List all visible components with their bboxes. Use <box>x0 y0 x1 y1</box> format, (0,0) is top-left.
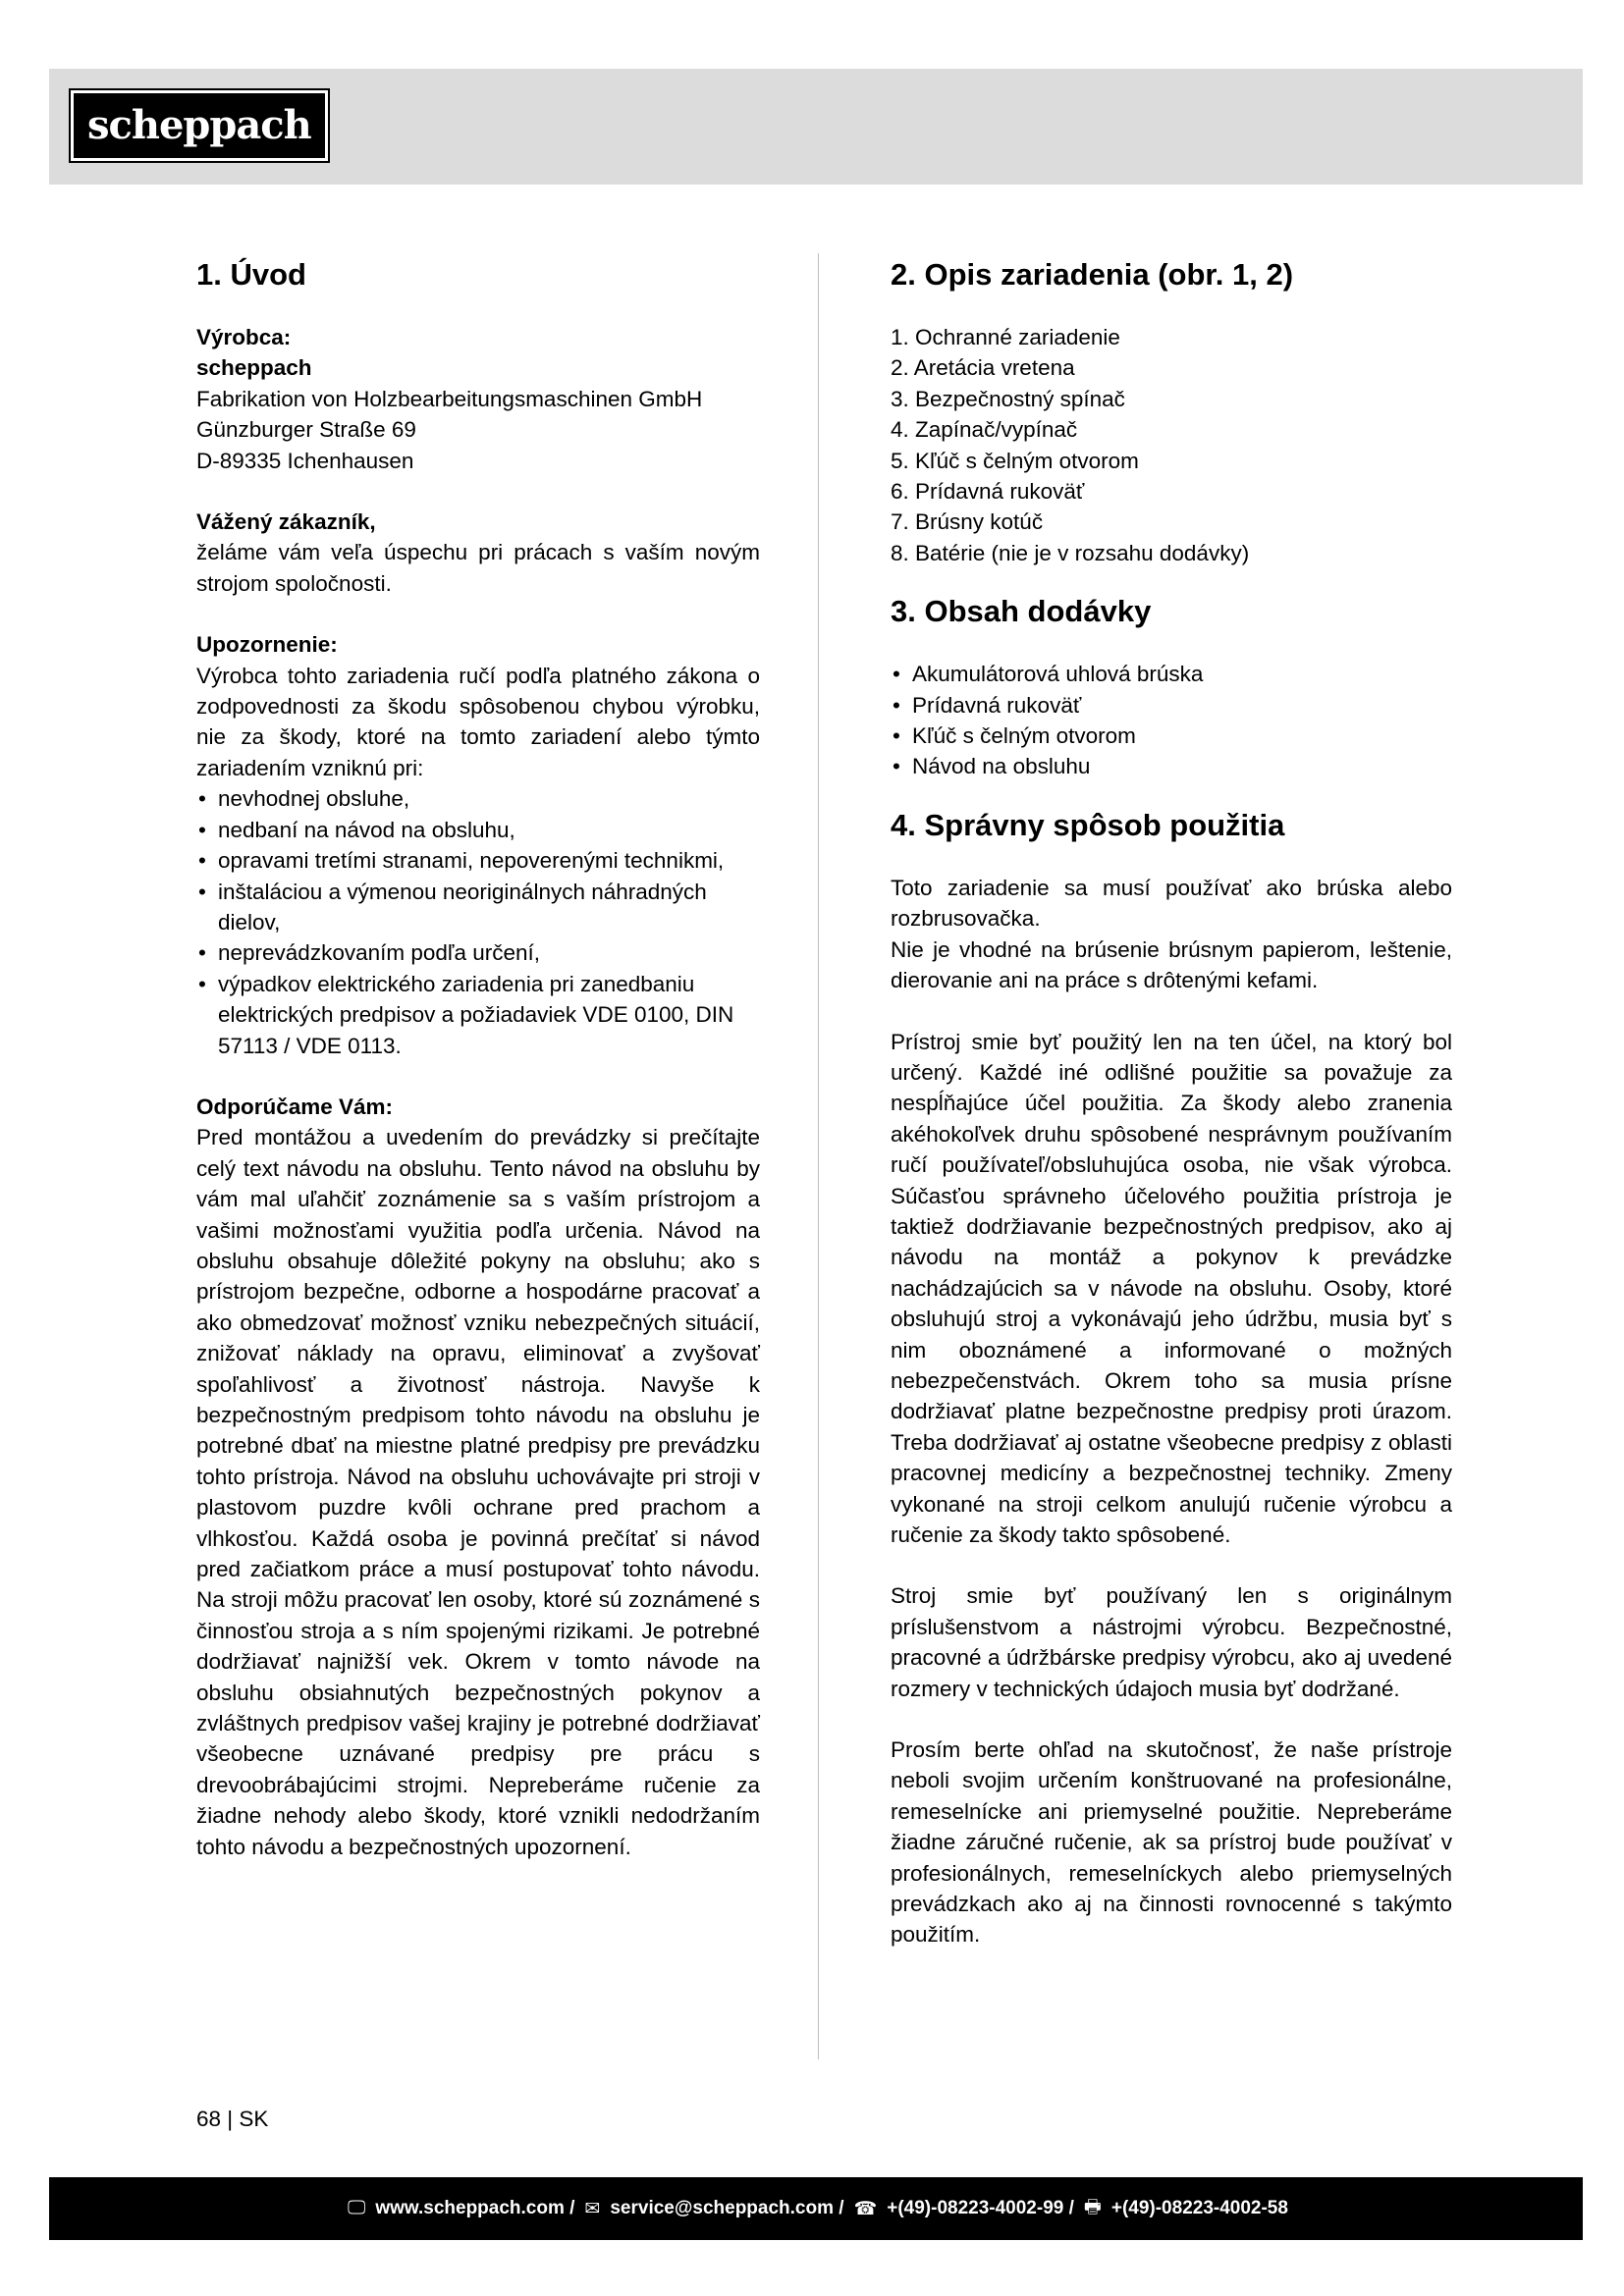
address-line: Fabrikation von Holzbearbeitungsmaschinen GmbH <box>196 386 703 411</box>
scheppach-logo: scheppach <box>71 90 328 161</box>
notice-list <box>196 783 760 1061</box>
delivery-list <box>891 659 1452 782</box>
list-item: • inštaláciou a výmenou neoriginálnych náhradných dielov, <box>196 877 760 938</box>
parts-list <box>891 322 1452 568</box>
list-item: 1. Ochranné zariadenie <box>891 325 1120 349</box>
notice-label: Upozornenie: <box>196 632 338 658</box>
left-column <box>196 253 760 1862</box>
list-item: 4. Zapínač/vypínač <box>891 417 1078 443</box>
phone-icon: ☎ <box>853 2198 878 2219</box>
dear-customer-text: želáme vám veľa úspechu pri prácach s vaším novým strojom spoločnosti. <box>196 540 760 596</box>
dear-customer-label: Vážený zákazník, <box>196 509 376 535</box>
usage-paragraph: Stroj smie byť používaný len s originálnym príslušenstvom a nástrojmi výrobcu. Bezpečnostné, pracovné a údržbárske predpisy výrobcu, ako aj uvedené rozmery v technických údajoch musia byť dodržané. <box>891 1583 1452 1701</box>
list-item: • Prídavná rukoväť <box>891 690 1452 721</box>
usage-paragraph: Toto zariadenie sa musí používať ako brúska alebo rozbrusovačka. <box>891 875 1452 932</box>
phone-number: +(49)-08223-4002-99 / <box>887 2198 1074 2218</box>
column-divider <box>818 253 819 2059</box>
list-item: • nedbaní na návod na obsluhu, <box>196 815 760 845</box>
website-link[interactable]: www.scheppach.com / <box>375 2198 575 2218</box>
usage-paragraph: Prístroj smie byť použitý len na ten účel, na ktorý bol určený. Každé iné odlišné použitie sa považuje za nespĺňajúce účel použitia. Za škody alebo zranenia akéhokoľvek druhu spôsobené nesprávnym používaním ručí používateľ/obsluhujúca osoba, nie však výrobca. Súčasťou správneho účelového použitia prístroja je taktiež dodržiavanie bezpečnostných predpisov, ako aj návodu na montáž a pokynov k prevádzke nachádzajúcich sa v návode na obsluhu. Osoby, ktoré obsluhujú stroj a vykonávajú jeho údržbu, musia byť s nim oboznámené a informované o možných nebezpečenstvách. Okrem toho sa musia prísne dodržiavať platne bezpečnostne predpisy proti úrazom. Treba dodržiavať aj ostatne všeobecne predpisy z oblasti pracovnej medicíny a bezpečnostnej techniky. Zmeny vykonané na stroji celkom anulujú ručenie výrobcu a ručenie za škody takto spôsobené. <box>891 1029 1452 1547</box>
manufacturer-name: scheppach <box>196 355 312 381</box>
notice-text: Výrobca tohto zariadenia ručí podľa platného zákona o zodpovednosti za škodu spôsobenou chybou výrobku, nie za škody, ktoré na tomto zariadení alebo týmto zariadením vzniknú pri: <box>196 663 760 780</box>
fax-icon: 🖶 <box>1083 2197 1102 2217</box>
section-4-title: 4. Správny spôsob použitia <box>891 807 1285 842</box>
list-item: 6. Prídavná rukoväť <box>891 479 1085 505</box>
address-line: Günzburger Straße 69 <box>196 417 416 443</box>
list-item: • výpadkov elektrického zariadenia pri zanedbaniu elektrických predpisov a požiadaviek VDE 0100, DIN 57113 / VDE 0113. <box>196 969 760 1061</box>
list-item: 5. Kľúč s čelným otvorom <box>891 448 1139 473</box>
usage-paragraph: Nie je vhodné na brúsenie brúsnym papierom, leštenie, dierovanie ani na práce s drôtenými kefami. <box>891 936 1452 993</box>
list-item: 2. Aretácia vretena <box>891 355 1075 381</box>
recommend-text: Pred montážou a uvedením do prevádzky si prečítajte celý text návodu na obsluhu. Tento návod na obsluhu by vám mal uľahčiť zoznámenie sa s vaším prístrojom a vašimi možnosťami využitia podľa určenia. Návod na obsluhu obsahuje dôležité pokyny na obsluhu; ako s prístrojom bezpečne, odborne a hospodárne pracovať a ako obmedzovať možnosť vzniku nebezpečných situácií, znižovať náklady na opravu, eliminovať a zvyšovať spoľahlivosť a životnosť nástroja. Navyše k bezpečnostným predpisom tohto návodu na obsluhu je potrebné dbať na miestne platné predpisy pre prevádzku tohto prístroja. Návod na obsluhu uchovávajte pri stroji v plastovom puzdre kvôli ochrane pred prachom a vlhkosťou. Každá osoba je povinná prečítať si návod pred začiatkom práce a musí postupovať tohto návodu. Na stroji môžu pracovať len osoby, ktoré sú zoznámené s činnosťou stroja a s ním spojenými rizikami. Je potrebné dodržiavať najnižší vek. Okrem v tomto návode na obsluhu obsiahnutých bezpečnostných pokynov a zvláštnych predpisov vašej krajiny je potrebné dodržiavať všeobecne uznávané predpisy pre prácu s drevoobrábajúcimi strojmi. Nepreberáme ručenie za žiadne nehody alebo škody, ktoré vznikli nedodržaním tohto návodu a bezpečnostných upozornení. <box>196 1125 760 1859</box>
manufacturer-label: Výrobca: <box>196 325 292 349</box>
address-line: D-89335 Ichenhausen <box>196 448 414 473</box>
mail-icon: ✉ <box>584 2198 601 2219</box>
list-item: 3. Bezpečnostný spínač <box>891 386 1125 411</box>
right-column <box>891 253 1452 1950</box>
list-item: • opravami tretími stranami, nepoverenými technikmi, <box>196 845 760 876</box>
section-3-title: 3. Obsah dodávky <box>891 594 1152 629</box>
section-2-title: 2. Opis zariadenia (obr. 1, 2) <box>891 257 1294 292</box>
fax-number: +(49)-08223-4002-58 <box>1110 2198 1288 2218</box>
list-item: • nevhodnej obsluhe, <box>196 783 760 814</box>
list-item: • neprevádzkovaním podľa určení, <box>196 937 760 968</box>
list-item: • Návod na obsluhu <box>891 751 1452 781</box>
list-item: • Akumulátorová uhlová brúska <box>891 659 1452 689</box>
list-item: 8. Batérie (nie je v rozsahu dodávky) <box>891 540 1250 565</box>
list-item: 7. Brúsny kotúč <box>891 509 1044 535</box>
section-1-title: 1. Úvod <box>196 257 306 292</box>
monitor-icon: 🖵 <box>348 2198 366 2218</box>
list-item: • Kľúč s čelným otvorom <box>891 721 1452 751</box>
email-link[interactable]: service@scheppach.com / <box>610 2198 844 2218</box>
footer-bar <box>49 2177 1583 2240</box>
recommend-label: Odporúčame Vám: <box>196 1094 394 1119</box>
page-number: 68 | SK <box>196 2107 269 2131</box>
usage-paragraph: Prosím berte ohľad na skutočnosť, že naše prístroje neboli svojim určením konštruované na profesionálne, remeselnícke ani priemyselné použitie. Nepreberáme žiadne záručné ručenie, ak sa prístroj bude používať v profesionálnych, remeselníckych alebo priemyselných prevádzkach ako aj na činnosti rovnocenné s takýmto použitím. <box>891 1737 1452 1948</box>
